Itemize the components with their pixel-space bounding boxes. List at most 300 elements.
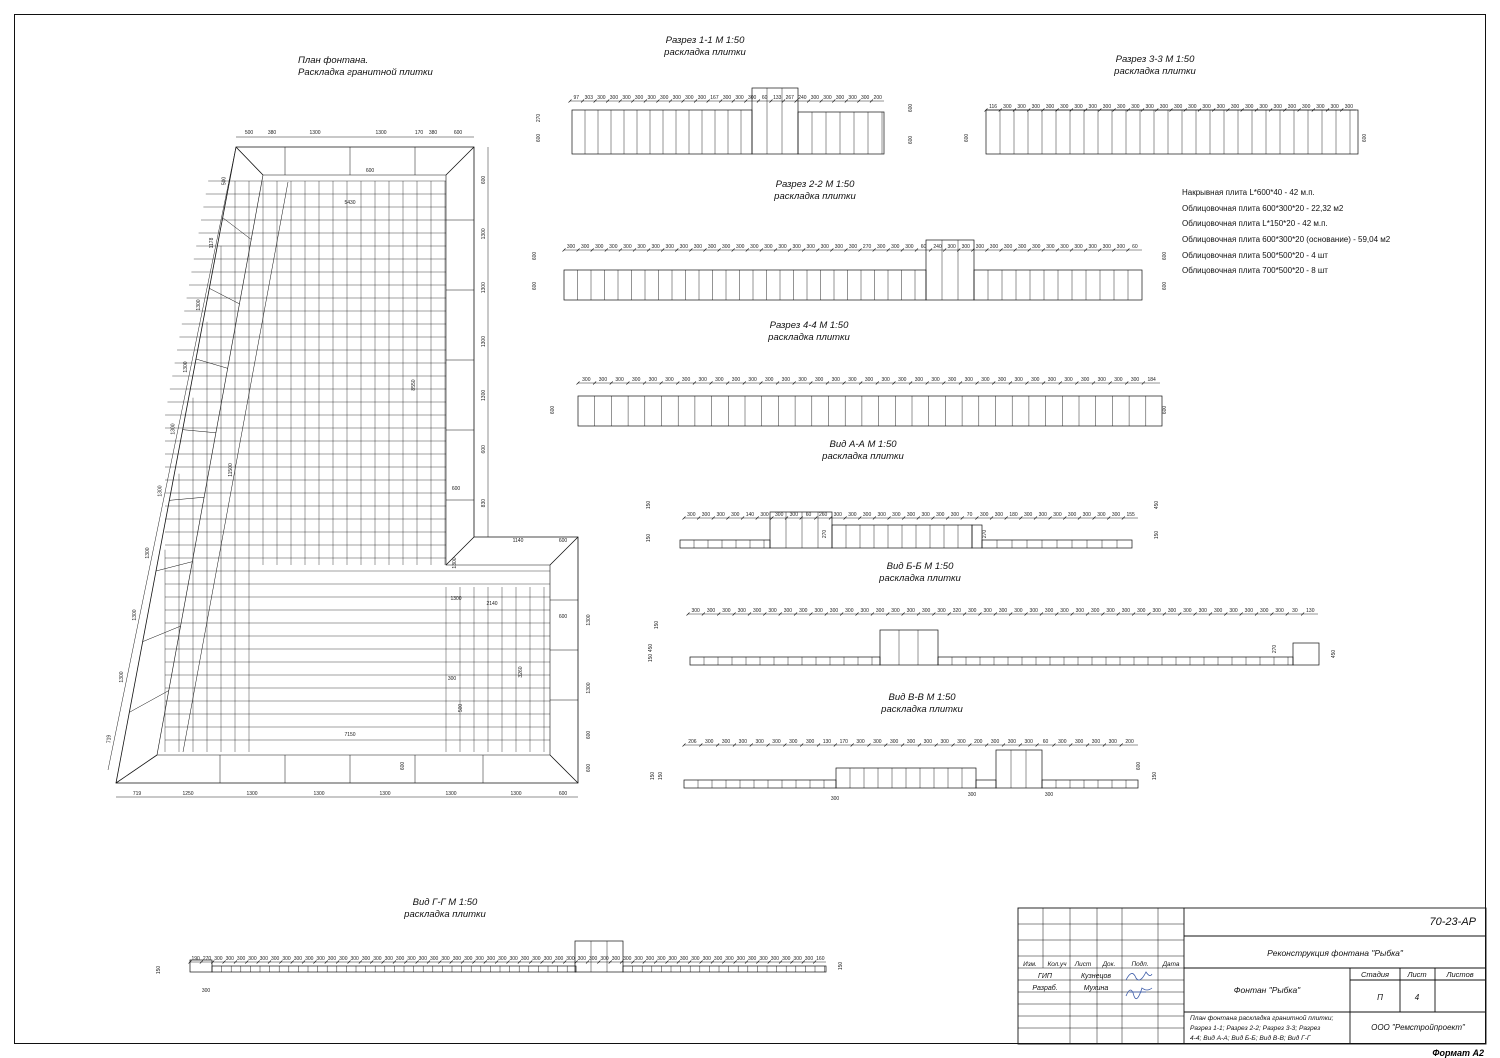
section-dim-value: 300 xyxy=(1091,739,1101,745)
section-1-1-title: Разрез 1-1 М 1:50 раскладка плитки xyxy=(664,35,746,58)
section-dim-value: 300 xyxy=(361,956,371,962)
plan-coping-joint xyxy=(196,359,228,368)
section-dim-value: 300 xyxy=(1064,377,1073,383)
section-outline xyxy=(938,657,1293,665)
section-dim-value: 60 xyxy=(805,512,812,518)
section-outline xyxy=(564,270,926,300)
section-dim-value: 300 xyxy=(622,95,631,101)
section-dim-value: 300 xyxy=(681,377,691,383)
section-side-dim: 600 xyxy=(532,251,538,261)
section-dim-value: 300 xyxy=(937,608,946,614)
plan-right-dim: 600 xyxy=(481,175,487,185)
section-dim-value: 300 xyxy=(1003,104,1012,110)
section-dim-value: 300 xyxy=(687,512,696,518)
section-dim-value: 300 xyxy=(877,512,886,518)
section-side-dim: 450 xyxy=(648,643,654,653)
section-dim-value: 300 xyxy=(747,95,757,101)
view-vv-title: Вид В-В М 1:50 раскладка плитки xyxy=(881,692,963,715)
plan-left-dim: 1300 xyxy=(119,671,126,683)
section-dim-value: 300 xyxy=(475,956,484,962)
plan-right-dim: 1300 xyxy=(481,336,487,348)
plan-bottom-dim: 1300 xyxy=(510,791,522,797)
section-4-4-title: Разрез 4-4 М 1:50 раскладка плитки xyxy=(768,320,850,343)
section-dim-value: 300 xyxy=(580,244,590,250)
section-dim-value: 300 xyxy=(1216,104,1225,110)
section-dim-value: 300 xyxy=(1088,104,1097,110)
plan-top-dim: 500 xyxy=(244,130,254,136)
section-dim-value: 300 xyxy=(864,377,874,383)
section-dim-value: 300 xyxy=(1131,104,1140,110)
section-dim-value: 300 xyxy=(1183,608,1192,614)
plan-extension-dim: 1300 xyxy=(586,682,592,694)
section-dim-value: 160 xyxy=(816,956,825,962)
section-dim-value: 300 xyxy=(950,512,960,518)
section-s33 xyxy=(964,104,1368,154)
section-dim-value: 300 xyxy=(316,956,325,962)
section-dim-value: 300 xyxy=(1137,608,1146,614)
section-dim-value: 167 xyxy=(710,95,719,101)
section-side-dim: 600 xyxy=(1136,761,1142,771)
section-dim-value: 300 xyxy=(1067,512,1077,518)
section-dim-value: 240 xyxy=(933,244,942,250)
section-dim-value: 300 xyxy=(860,608,869,614)
section-dim-value: 130 xyxy=(822,739,832,745)
section-dim-value: 300 xyxy=(1047,377,1057,383)
section-dim-value: 300 xyxy=(609,244,618,250)
section-dim-value: 300 xyxy=(1202,104,1211,110)
section-dim-value: 300 xyxy=(1046,244,1055,250)
section-dim-value: 300 xyxy=(1287,104,1297,110)
section-dim-value: 300 xyxy=(715,377,724,383)
section-dim-value: 300 xyxy=(282,956,291,962)
section-dim-value: 300 xyxy=(1017,104,1026,110)
section-dim-value: 300 xyxy=(835,95,845,101)
section-dim-value: 270 xyxy=(862,244,872,250)
section-dim-value: 300 xyxy=(782,956,791,962)
section-dim-value: 300 xyxy=(990,739,1000,745)
section-dim-value: 300 xyxy=(1091,608,1100,614)
section-side-dim: 150 xyxy=(654,620,660,630)
section-dim-value: 300 xyxy=(980,512,989,518)
section-dim-value: 300 xyxy=(1024,739,1033,745)
section-dim-value: 300 xyxy=(1316,104,1325,110)
section-dim-value: 300 xyxy=(1167,608,1177,614)
section-dim-value: 300 xyxy=(1097,377,1106,383)
project-name: Реконструкция фонтана "Рыбка" xyxy=(1267,948,1403,958)
section-dim-value: 300 xyxy=(1044,608,1054,614)
section-dim-value: 300 xyxy=(691,956,700,962)
plan-bottom-dim: 1300 xyxy=(445,791,457,797)
plan-bottom-dim: 1250 xyxy=(182,791,194,797)
section-dim-value: 300 xyxy=(947,244,956,250)
section-dim-value: 300 xyxy=(906,608,915,614)
section-dim-value: 300 xyxy=(668,956,677,962)
plan-right-dim: 1300 xyxy=(481,389,487,401)
section-dim-value: 300 xyxy=(566,244,576,250)
section-dim-value: 300 xyxy=(698,377,707,383)
section-dim-value: 300 xyxy=(906,739,916,745)
plan-inner-dim: 11500 xyxy=(228,463,234,477)
section-dim-value: 300 xyxy=(989,244,999,250)
section-dim-value: 300 xyxy=(923,739,932,745)
section-dim-value: 200 xyxy=(873,95,882,101)
section-side-dim: 150 xyxy=(646,500,652,510)
signature-gip xyxy=(1126,972,1152,980)
section-dim-value: 300 xyxy=(1245,104,1254,110)
section-2-2-title: Разрез 2-2 М 1:50 раскладка плитки xyxy=(774,179,856,202)
plan-left-dim: 1300 xyxy=(196,299,202,311)
section-dim-value: 300 xyxy=(532,956,541,962)
plan-coping-joint xyxy=(129,691,168,713)
section-dim-value: 300 xyxy=(609,95,619,101)
plan-inner-dim: 8550 xyxy=(411,379,417,391)
section-dim-value: 60 xyxy=(1132,244,1138,250)
section-dim-value: 300 xyxy=(259,956,268,962)
section-dim-value: 300 xyxy=(906,512,916,518)
section-bottom-dim: 300 xyxy=(967,792,977,798)
section-dim-value: 300 xyxy=(1088,244,1097,250)
section-dim-value: 300 xyxy=(752,608,762,614)
section-outline xyxy=(680,540,770,548)
plan-coping-joint xyxy=(236,147,263,175)
section-dim-value: 300 xyxy=(737,608,746,614)
section-dim-value: 300 xyxy=(834,244,844,250)
section-dim-value: 300 xyxy=(1003,244,1013,250)
plan-coping-joint xyxy=(183,430,216,433)
section-dim-value: 300 xyxy=(891,244,900,250)
section-dim-value: 300 xyxy=(848,512,857,518)
section-dim-value: 300 xyxy=(781,377,791,383)
plan-right-dim: 830 xyxy=(481,498,487,508)
section-side-dim: 600 xyxy=(1162,281,1168,291)
plan-left-dim: 1300 xyxy=(170,423,177,435)
section-side-dim: 150 xyxy=(648,653,654,663)
section-dim-value: 300 xyxy=(877,244,886,250)
plan-title: План фонтана. Раскладка гранитной плитки xyxy=(298,55,433,78)
section-dim-value: 300 xyxy=(789,739,798,745)
section-dim-value: 300 xyxy=(1344,104,1354,110)
section-dim-value: 300 xyxy=(831,377,840,383)
section-dim-value: 300 xyxy=(615,377,624,383)
section-dim-value: 60 xyxy=(1042,739,1049,745)
section-dim-value: 300 xyxy=(829,608,839,614)
section-outline xyxy=(572,110,752,154)
section-dim-value: 300 xyxy=(810,95,820,101)
section-dim-value: 300 xyxy=(731,377,741,383)
section-dim-value: 300 xyxy=(891,608,900,614)
section-dim-value: 300 xyxy=(921,608,931,614)
plan-coping-joint xyxy=(223,218,252,240)
section-dim-value: 300 xyxy=(645,956,655,962)
section-dim-value: 300 xyxy=(1188,104,1197,110)
spec-item: Облицовочная плита 500*500*20 - 4 шт xyxy=(1182,250,1328,260)
section-outline xyxy=(880,630,938,665)
section-outline xyxy=(1042,780,1138,788)
section-dim-value: 60 xyxy=(920,244,927,250)
stage-header: Стадия xyxy=(1360,970,1390,979)
section-dim-value: 300 xyxy=(862,512,872,518)
section-vaa xyxy=(646,501,1160,548)
plan-inner-outline xyxy=(157,175,550,755)
section-dim-value: 300 xyxy=(814,608,823,614)
section-dim-value: 300 xyxy=(1060,104,1069,110)
section-dim-value: 300 xyxy=(679,244,689,250)
plan-top-dim: 1300 xyxy=(309,130,321,136)
plan-coping-joint xyxy=(143,626,181,642)
section-dim-value: 300 xyxy=(577,956,586,962)
section-dim-value: 300 xyxy=(1031,104,1040,110)
plan-right-dim: 1300 xyxy=(481,282,487,294)
section-dim-value: 300 xyxy=(665,377,674,383)
section-dim-value: 300 xyxy=(722,608,731,614)
section-dim-value: 300 xyxy=(498,956,507,962)
plan-top-dim: 380 xyxy=(267,130,277,136)
section-dim-value: 300 xyxy=(595,244,604,250)
spec-item: Облицовочная плита L*150*20 - 42 м.п. xyxy=(1182,219,1328,229)
section-dim-value: 303 xyxy=(584,95,594,101)
section-s22 xyxy=(532,240,1168,300)
section-dim-value: 300 xyxy=(395,956,405,962)
signature-developer xyxy=(1126,988,1152,999)
plan-extension-dim: 1140 xyxy=(512,538,524,544)
section-dim-value: 300 xyxy=(931,377,940,383)
section-dim-value: 97 xyxy=(573,95,580,101)
section-dim-value: 300 xyxy=(1244,608,1254,614)
section-outline xyxy=(578,396,1162,426)
spec-item: Накрывная плита L*600*40 - 42 м.п. xyxy=(1182,188,1315,197)
plan-inner-dim: 3260 xyxy=(518,666,524,678)
plan-extension-dim: 600 xyxy=(558,614,568,620)
section-side-dim: 450 xyxy=(1154,500,1160,510)
section-dim-value: 300 xyxy=(997,377,1007,383)
plan-bottom-dim: 719 xyxy=(132,791,142,797)
section-dim-value: 300 xyxy=(691,608,700,614)
section-dim-value: 300 xyxy=(1273,104,1282,110)
section-dim-value: 300 xyxy=(845,608,854,614)
section-dim-value: 300 xyxy=(760,512,769,518)
section-outline xyxy=(684,780,836,788)
view-bb-title: Вид Б-Б М 1:50 раскладка плитки xyxy=(879,561,961,584)
section-dim-value: 180 xyxy=(1009,512,1018,518)
section-dim-value: 300 xyxy=(597,95,606,101)
section-outline xyxy=(623,966,826,972)
section-dim-value: 300 xyxy=(805,739,815,745)
section-dim-value: 300 xyxy=(1152,608,1161,614)
hdr-data: Дата xyxy=(1162,961,1180,968)
plan-top-dim: 380 xyxy=(428,130,438,136)
section-outline xyxy=(690,657,880,665)
section-dim-value: 300 xyxy=(725,956,734,962)
section-dim-value: 300 xyxy=(693,244,703,250)
section-dim-value: 300 xyxy=(464,956,473,962)
section-dim-value: 300 xyxy=(799,608,808,614)
section-dim-value: 320 xyxy=(952,608,962,614)
gip-name: Кузнецов xyxy=(1080,973,1112,980)
section-dim-value: 300 xyxy=(1080,377,1090,383)
plan-right-dim: 600 xyxy=(481,445,487,454)
section-outline xyxy=(798,112,884,154)
section-dim-value: 300 xyxy=(1053,512,1062,518)
section-dim-value: 300 xyxy=(293,956,303,962)
plan-left-dim: 1300 xyxy=(144,547,151,559)
hdr-podp: Подп. xyxy=(1131,961,1149,968)
section-dim-value: 300 xyxy=(814,377,824,383)
section-dim-value: 300 xyxy=(1097,512,1106,518)
section-dim-value: 300 xyxy=(623,956,632,962)
section-dim-value: 300 xyxy=(736,244,745,250)
section-dim-value: 300 xyxy=(543,956,552,962)
section-dim-value: 300 xyxy=(1038,512,1047,518)
plan-inner-dim: 500 xyxy=(458,703,464,713)
section-dim-value: 300 xyxy=(1031,377,1040,383)
section-dim-value: 300 xyxy=(875,608,885,614)
view-gg-title: Вид Г-Г М 1:50 раскладка плитки xyxy=(404,897,486,920)
section-dim-value: 300 xyxy=(755,739,764,745)
section-dim-value: 300 xyxy=(1029,608,1038,614)
section-s11 xyxy=(536,88,914,154)
section-dim-value: 300 xyxy=(721,244,731,250)
section-dim-value: 300 xyxy=(1117,104,1126,110)
section-dim-value: 300 xyxy=(823,95,832,101)
section-dim-value: 240 xyxy=(798,95,807,101)
section-side-dim: 600 xyxy=(908,103,914,113)
section-side-dim: 150 xyxy=(1154,530,1160,540)
section-dim-value: 300 xyxy=(651,244,660,250)
section-dim-value: 60 xyxy=(761,95,768,101)
section-dim-value: 300 xyxy=(983,608,992,614)
section-dim-value: 300 xyxy=(486,956,496,962)
section-dim-value: 300 xyxy=(914,377,924,383)
plan-extension-dim: 600 xyxy=(558,538,568,544)
plan-left-dim: 1178 xyxy=(208,237,215,249)
section-dim-value: 300 xyxy=(1198,608,1207,614)
plan-right-dim: 1300 xyxy=(481,228,487,240)
section-side-dim: 600 xyxy=(532,281,538,291)
section-dim-value: 300 xyxy=(778,244,787,250)
section-dim-value: 300 xyxy=(407,956,416,962)
section-dim-value: 300 xyxy=(848,95,857,101)
section-dim-value: 270 xyxy=(202,956,212,962)
section-side-dim: 600 xyxy=(1362,133,1368,143)
section-side-dim: 600 xyxy=(550,405,556,415)
section-dim-value: 300 xyxy=(770,956,780,962)
section-dim-value: 300 xyxy=(947,377,957,383)
section-dim-value: 200 xyxy=(974,739,983,745)
section-bottom-dim: 300 xyxy=(1044,792,1054,798)
section-dim-value: 300 xyxy=(373,956,382,962)
section-dim-value: 300 xyxy=(623,244,632,250)
section-dim-value: 300 xyxy=(418,956,427,962)
section-dim-value: 300 xyxy=(731,512,740,518)
spec-item: Облицовочная плита 600*300*20 - 22,32 м2 xyxy=(1182,203,1344,213)
plan-inner-dim: 600 xyxy=(365,168,375,174)
sheet-header: Лист xyxy=(1407,970,1427,979)
section-dim-value: 300 xyxy=(1106,608,1115,614)
section-dim-value: 300 xyxy=(748,377,757,383)
plan-left-dim: 500 xyxy=(221,176,228,186)
section-dim-value: 300 xyxy=(722,95,732,101)
section-dim-value: 300 xyxy=(705,739,714,745)
section-3-3-title: Разрез 3-3 М 1:50 раскладка плитки xyxy=(1114,54,1196,77)
plan-coping-joint xyxy=(169,497,204,500)
section-dim-value: 300 xyxy=(685,95,694,101)
section-dim-value: 300 xyxy=(1275,608,1284,614)
section-dim-value: 300 xyxy=(1058,739,1067,745)
section-dim-value: 300 xyxy=(1173,104,1183,110)
section-dim-value: 155 xyxy=(1126,512,1135,518)
section-side-dim: 600 xyxy=(1162,251,1168,261)
section-dim-value: 300 xyxy=(1229,608,1238,614)
section-dim-value: 300 xyxy=(1230,104,1240,110)
section-dim-value: 300 xyxy=(873,739,882,745)
section-dim-value: 170 xyxy=(839,739,848,745)
section-dim-value: 300 xyxy=(660,95,669,101)
plan-left-dim: 1300 xyxy=(157,485,164,497)
plan-bottom-dim: 1300 xyxy=(313,791,325,797)
section-bottom-dim: 300 xyxy=(201,988,211,994)
section-dim-value: 300 xyxy=(339,956,348,962)
section-dim-value: 300 xyxy=(679,956,689,962)
plan-inner-dim: 7150 xyxy=(344,732,356,738)
section-dim-value: 267 xyxy=(785,95,794,101)
fountain-plan xyxy=(116,147,578,783)
organization: ООО "Ремстройпроект" xyxy=(1371,1023,1465,1032)
section-dim-value: 300 xyxy=(648,377,658,383)
section-dim-value: 300 xyxy=(1074,739,1084,745)
section-side-dim: 600 xyxy=(536,133,542,143)
section-dim-value: 300 xyxy=(554,956,564,962)
section-vbb xyxy=(648,608,1337,665)
plan-extension-dim: 600 xyxy=(586,730,592,740)
section-dim-value: 300 xyxy=(881,377,890,383)
section-dim-value: 300 xyxy=(589,956,598,962)
section-dim-value: 300 xyxy=(848,377,857,383)
section-dim-value: 300 xyxy=(905,244,914,250)
section-outline xyxy=(212,966,576,972)
section-dim-value: 300 xyxy=(1060,608,1069,614)
spec-item: Облицовочная плита 700*500*20 - 8 шт xyxy=(1182,266,1328,276)
section-dim-value: 300 xyxy=(764,244,773,250)
section-outline xyxy=(1293,643,1319,665)
plan-dim-left xyxy=(108,147,236,770)
section-dim-value: 300 xyxy=(860,95,870,101)
sheet-value: 4 xyxy=(1414,993,1420,1002)
section-dim-value: 300 xyxy=(1114,377,1123,383)
section-s44 xyxy=(550,377,1168,426)
section-dim-value: 300 xyxy=(1023,512,1033,518)
section-side-dim: 150 xyxy=(658,771,664,781)
plan-inner-dim: 600 xyxy=(451,486,461,492)
section-dim-value: 130 xyxy=(1306,608,1315,614)
section-dim-value: 300 xyxy=(509,956,518,962)
paper-format: Формат А2 xyxy=(1432,1048,1484,1058)
section-dim-value: 300 xyxy=(890,739,899,745)
section-vvv xyxy=(650,739,1158,802)
section-dim-value: 300 xyxy=(225,956,234,962)
section-bottom-dim: 300 xyxy=(830,796,840,802)
section-dim-value: 300 xyxy=(600,956,609,962)
plan-top-dim: 1300 xyxy=(375,130,387,136)
section-dim-value: 300 xyxy=(1060,244,1069,250)
section-dim-value: 300 xyxy=(598,377,608,383)
section-dim-value: 300 xyxy=(721,739,731,745)
section-dim-value: 300 xyxy=(921,512,930,518)
section-dim-value: 300 xyxy=(1259,104,1268,110)
section-dim-value: 300 xyxy=(665,244,674,250)
section-dim-value: 300 xyxy=(998,608,1008,614)
section-dim-value: 300 xyxy=(520,956,530,962)
section-dim-value: 300 xyxy=(1014,608,1023,614)
